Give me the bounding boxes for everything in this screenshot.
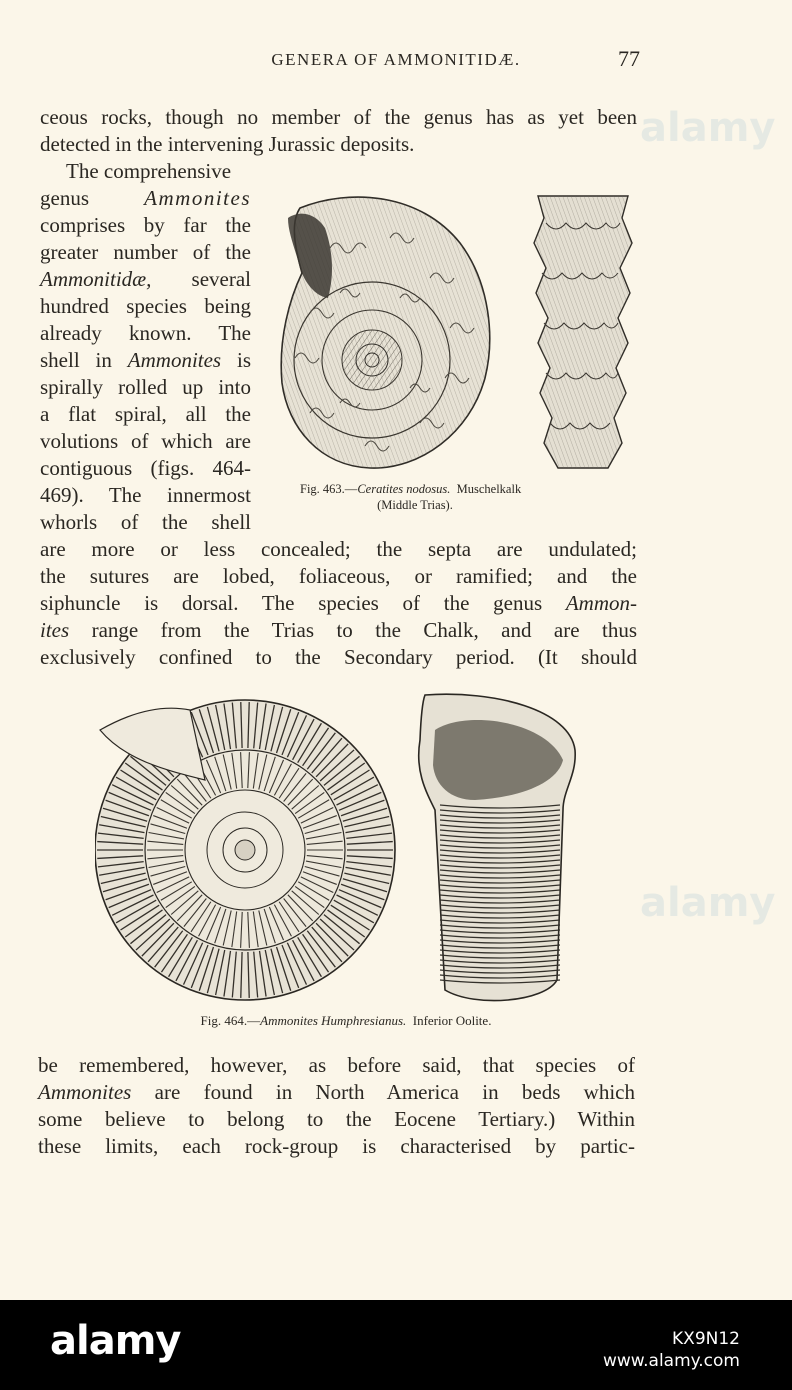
watermark: alamy: [640, 105, 776, 151]
figure-463-illustration: [270, 188, 650, 478]
paragraph-2-column: [40, 158, 251, 536]
text-line: 469). The innermost: [40, 483, 251, 507]
text-line: genus Ammonites: [40, 186, 251, 210]
paragraph-3: [38, 1052, 635, 1160]
text-line: whorls of the shell: [40, 510, 251, 534]
ammonite-front-view: [419, 694, 576, 1000]
text-line: ceous rocks, though no member of the genus has as yet been: [40, 105, 637, 129]
text-line: Ammonitidæ, several: [40, 267, 251, 291]
figure-464-caption: Fig. 464.—Ammonites Humphresianus. Inferior Oolite.: [200, 1013, 492, 1028]
ceratites-side-view: [281, 197, 489, 468]
text-line: siphuncle is dorsal. The species of the genus Ammon-: [40, 591, 637, 615]
ceratites-front-view: [534, 196, 632, 468]
text-line: greater number of the: [40, 240, 251, 264]
text-line: already known. The: [40, 321, 251, 345]
watermark: alamy: [640, 880, 776, 926]
text-line: are more or less concealed; the septa are undulated;: [40, 537, 637, 561]
running-header: GENERA OF AMMONITIDÆ.: [271, 50, 521, 69]
text-line: volutions of which are: [40, 429, 251, 453]
stock-logo: alamy: [50, 1318, 181, 1364]
page-number: 77: [618, 46, 640, 71]
text-line: be remembered, however, as before said, that species of: [38, 1053, 635, 1077]
text-line: hundred species being: [40, 294, 251, 318]
image-code: KX9N12 www.alamy.com: [602, 1329, 740, 1371]
paragraph-1: [40, 104, 637, 158]
figure-464-illustration: [95, 690, 595, 1010]
text-line: some believe to belong to the Eocene Tertiary.) Within: [38, 1107, 635, 1131]
text-line: exclusively confined to the Secondary period. (It should: [40, 645, 637, 669]
ammonite-side-view: [95, 700, 395, 1000]
text-line: spirally rolled up into: [40, 375, 251, 399]
figure-463-caption: Fig. 463.—Ceratites nodosus. Muschelkalk (Middle Trias).: [300, 482, 522, 512]
text-line: detected in the intervening Jurassic deposits.: [40, 132, 415, 156]
text-line: these limits, each rock-group is characterised by partic-: [38, 1134, 635, 1158]
text-line: a flat spiral, all the: [40, 402, 251, 426]
text-line: The comprehensive: [66, 159, 232, 183]
text-line: shell in Ammonites is: [40, 348, 252, 372]
text-line: Ammonites are found in North America in beds which: [38, 1080, 635, 1104]
text-line: ites range from the Trias to the Chalk, and are thus: [40, 618, 637, 642]
text-line: contiguous (figs. 464-: [40, 456, 251, 480]
text-line: the sutures are lobed, foliaceous, or ramified; and the: [40, 564, 637, 588]
paragraph-2-full: [40, 536, 637, 671]
text-line: comprises by far the: [40, 213, 251, 237]
